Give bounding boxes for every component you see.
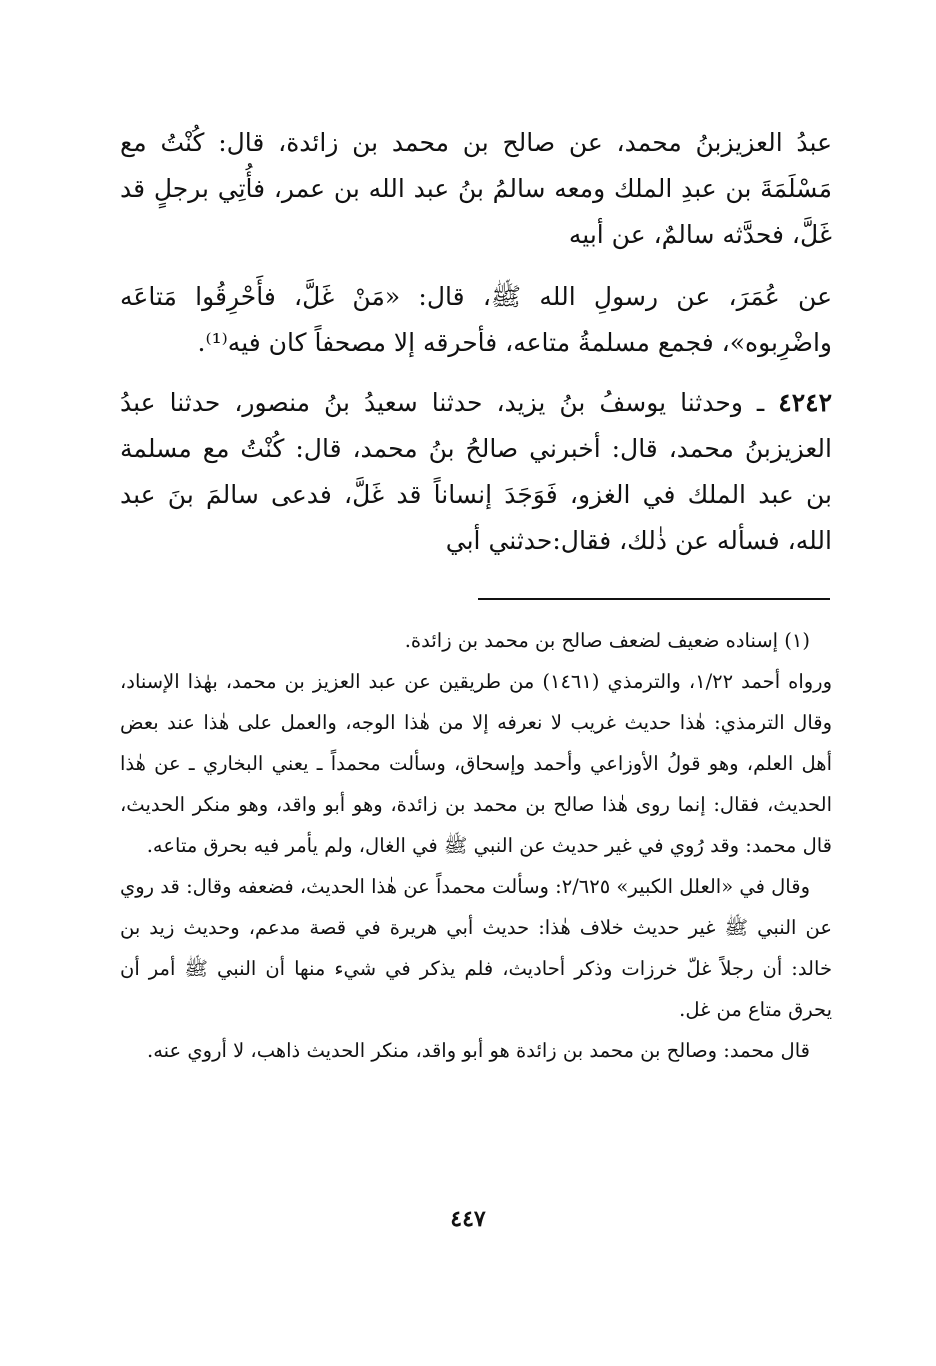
footnote-1: (١) إسناده ضعيف لضعف صالح بن محمد بن زائدة. [404,629,810,652]
footnotes [120,620,832,1071]
footnote-1-conclusion: قال محمد: وصالح بن محمد بن زائدة هو أبو واقد، منكر الحديث ذاهب، لا أروي عنه. [147,1039,810,1062]
footnote-1-ilal: وقال في «العلل الكبير» ٢/٦٢٥: وسألت محمداً عن هٰذا الحديث، فضعفه وقال: قد روي عن النبي ﷺ غير حديث خلاف هٰذا: حديث أبي هريرة في قصة مدعم، وحديث زيد بن خالد: أن رجلاً غلّ خرزات وذكر أحاديث، فلم يذكر في شيء منها أن النبي ﷺ أمر أن يحرق متاع من غل. [120,875,832,1021]
paragraph-isnad-continuation: عبدُ العزيزبنُ محمد، عن صالح بن محمد بن زائدة، قال: كُنْتُ مع مَسْلَمَةَ بن عبدِ الملك ومعه سالمُ بنُ عبد الله بن عمر، فأُتِي برجلٍ قد غَلَّ، فحدَّثه سالمٌ، عن أبيه [120,128,832,249]
page-number: ٤٤٧ [450,1206,486,1232]
paragraph-hadith-matn: عن عُمَرَ، عن رسولِ الله ﷺ، قال: «مَنْ غَلَّ، فأَحْرِقُوا مَتاعَه واضْرِبوه»، فجمع مسلمةُ متاعه، فأحرقه إلا مصحفاً كان فيه⁽¹⁾. [120,282,832,357]
hadith-4242-text: ـ وحدثنا يوسفُ بنُ يزيد، حدثنا سعيدُ بنُ منصور، حدثنا عبدُ العزيزبنُ محمد، قال: أخبرني صالحُ بنُ محمد، قال: كُنْتُ مع مسلمة بن عبد الملك في الغزو، فَوَجَدَ إنساناً قد غَلَّ، فدعى سالمَ بنَ عبد الله، فسأله عن ذٰلك، فقال:حدثني أبي [120,388,832,555]
paragraph-hadith-4242 [120,380,832,564]
footnote-separator [478,598,830,600]
hadith-number: ٤٢٤٢ [778,388,832,417]
main-text [120,120,832,578]
footnote-1-takhrij: ورواه أحمد ١/٢٢، والترمذي (١٤٦١) من طريقين عن عبد العزيز بن محمد، بهٰذا الإسناد، وقال الترمذي: هٰذا حديث غريب لا نعرفه إلا من هٰذا الوجه، والعمل على هٰذا عند بعض أهل العلم، وهو قولُ الأوزاعي وأحمد وإسحاق، وسألت محمداً ـ يعني البخاري ـ عن هٰذا الحديث، فقال: إنما روى هٰذا صالح بن محمد بن زائدة، وهو أبو واقد، وهو منكر الحديث، قال محمد: وقد رُوي في غير حديث عن النبي ﷺ في الغال، ولم يأمر فيه بحرق متاعه. [120,670,832,857]
